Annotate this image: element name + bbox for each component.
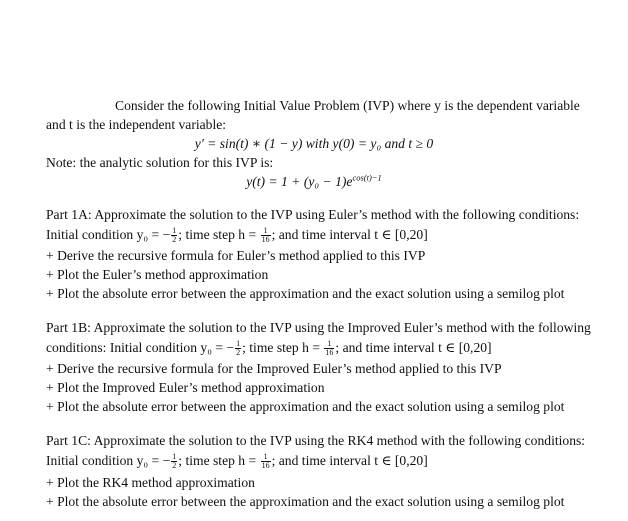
h-fraction <box>324 340 334 357</box>
interval-text: ; and time interval t ∈ [0,20] <box>271 227 428 242</box>
interval-text: ; and time interval t ∈ [0,20] <box>335 340 492 355</box>
fraction-numerator: 1 <box>172 226 177 236</box>
h-fraction <box>261 453 271 470</box>
fraction-numerator: 1 <box>324 340 334 349</box>
h-fraction <box>261 227 271 244</box>
condition-prefix: conditions: Initial condition y₀ = − <box>46 340 235 355</box>
part-1a-heading: Part 1A: Approximate the solution to the IVP using Euler’s method with the following conditions: <box>46 207 580 222</box>
fraction-denominator: 2 <box>236 348 241 358</box>
fraction-denominator: 16 <box>261 461 270 471</box>
part-1b-conditions <box>46 338 492 358</box>
fraction-denominator: 16 <box>325 348 334 358</box>
part-1b-bullet: + Plot the Improved Euler’s method approximation <box>46 380 325 395</box>
intro-line-2: and t is the independent variable: <box>46 117 227 132</box>
fraction-denominator: 16 <box>261 235 270 245</box>
step-text: ; time step h = <box>178 453 257 468</box>
condition-prefix: Initial condition y₀ = − <box>46 227 171 242</box>
fraction-numerator: 1 <box>261 453 271 462</box>
y0-fraction <box>171 453 177 470</box>
note-line: Note: the analytic solution for this IVP is: <box>46 155 274 170</box>
fraction-denominator: 2 <box>172 461 177 471</box>
condition-prefix: Initial condition y₀ = − <box>46 453 171 468</box>
fraction-numerator: 1 <box>261 227 271 236</box>
part-1b-bullet: + Plot the absolute error between the approximation and the exact solution using a semilog plot <box>46 399 565 414</box>
intro-line-1: Consider the following Initial Value Problem (IVP) where y is the dependent variable <box>115 98 580 113</box>
fraction-denominator: 2 <box>172 235 177 245</box>
part-1b-heading: Part 1B: Approximate the solution to the IVP using the Improved Euler’s method with the following <box>46 320 591 335</box>
part-1c-conditions <box>46 451 428 471</box>
fraction-numerator: 1 <box>172 452 177 462</box>
part-1c-bullet: + Plot the absolute error between the approximation and the exact solution using a semilog plot <box>46 494 565 509</box>
step-text: ; time step h = <box>178 227 257 242</box>
step-text: ; time step h = <box>242 340 320 355</box>
part-1b-bullet: + Derive the recursive formula for the Improved Euler’s method applied to this IVP <box>46 361 502 376</box>
part-1a-conditions <box>46 225 428 245</box>
part-1a-bullet: + Plot the Euler’s method approximation <box>46 267 269 282</box>
part-1c-bullet: + Plot the RK4 method approximation <box>46 475 255 490</box>
interval-text: ; and time interval t ∈ [0,20] <box>271 453 428 468</box>
part-1a-bullet: + Derive the recursive formula for Euler’s method applied to this IVP <box>46 248 426 263</box>
y0-fraction <box>171 227 177 244</box>
fraction-numerator: 1 <box>236 339 241 349</box>
solution-base: y(t) = 1 + (y₀ − 1)e <box>246 174 353 189</box>
analytic-solution <box>0 172 628 192</box>
part-1a-bullet: + Plot the absolute error between the approximation and the exact solution using a semilog plot <box>46 286 565 301</box>
y0-fraction <box>235 340 241 357</box>
part-1c-heading: Part 1C: Approximate the solution to the IVP using the RK4 method with the following conditions: <box>46 433 586 448</box>
ode-equation: y′ = sin(t) ∗ (1 − y) with y(0) = y₀ and t ≥ 0 <box>194 136 434 151</box>
solution-exponent: cos(t)−1 <box>352 172 382 183</box>
